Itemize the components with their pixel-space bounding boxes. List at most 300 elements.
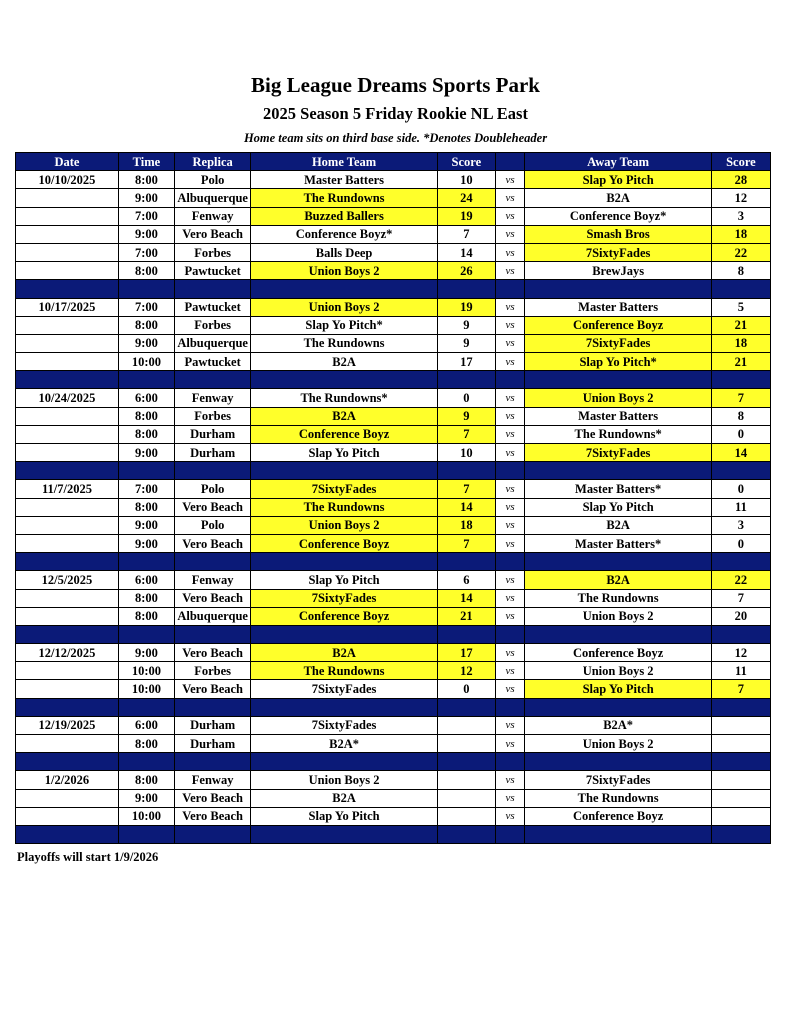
vs-label: vs [495, 498, 525, 516]
separator-cell [251, 462, 437, 480]
game-date: 12/19/2025 [16, 716, 119, 734]
table-row [16, 680, 771, 698]
separator-cell [16, 625, 119, 643]
separator-cell [174, 698, 250, 716]
away-team: 7SixtyFades [525, 243, 711, 261]
separator-cell [525, 698, 711, 716]
table-row [16, 571, 771, 589]
vs-label: vs [495, 262, 525, 280]
separator-cell [495, 371, 525, 389]
page-subtitle: 2025 Season 5 Friday Rookie NL East [263, 104, 528, 123]
separator-cell [251, 698, 437, 716]
page-title: Big League Dreams Sports Park [251, 73, 540, 97]
vs-label: vs [495, 807, 525, 825]
away-team: 7SixtyFades [525, 771, 711, 789]
away-score: 22 [711, 243, 770, 261]
game-date [16, 589, 119, 607]
separator-cell [495, 698, 525, 716]
table-row [16, 262, 771, 280]
away-team: Master Batters [525, 407, 711, 425]
game-field: Polo [174, 516, 250, 534]
game-field: Durham [174, 716, 250, 734]
game-time: 8:00 [118, 407, 174, 425]
game-date [16, 189, 119, 207]
away-score: 12 [711, 644, 770, 662]
separator-cell [711, 462, 770, 480]
home-team: Union Boys 2 [251, 771, 437, 789]
game-date [16, 225, 119, 243]
table-row [16, 334, 771, 352]
game-field: Vero Beach [174, 807, 250, 825]
table-row [16, 407, 771, 425]
away-score [711, 735, 770, 753]
away-score: 5 [711, 298, 770, 316]
vs-label: vs [495, 735, 525, 753]
table-row [16, 662, 771, 680]
game-field: Forbes [174, 662, 250, 680]
home-team: B2A* [251, 735, 437, 753]
separator-cell [174, 625, 250, 643]
home-score: 14 [437, 243, 495, 261]
game-time: 9:00 [118, 444, 174, 462]
home-score: 7 [437, 225, 495, 243]
separator-cell [16, 280, 119, 298]
away-score: 7 [711, 680, 770, 698]
game-date [16, 444, 119, 462]
home-team: Slap Yo Pitch [251, 807, 437, 825]
separator-cell [437, 625, 495, 643]
game-time: 8:00 [118, 425, 174, 443]
separator-cell [251, 280, 437, 298]
away-score: 12 [711, 189, 770, 207]
separator-cell [118, 371, 174, 389]
game-time: 6:00 [118, 716, 174, 734]
away-team: The Rundowns [525, 589, 711, 607]
separator-cell [118, 553, 174, 571]
away-score: 18 [711, 225, 770, 243]
game-date [16, 316, 119, 334]
vs-label: vs [495, 425, 525, 443]
game-time: 9:00 [118, 189, 174, 207]
vs-label: vs [495, 516, 525, 534]
home-team: Buzzed Ballers [251, 207, 437, 225]
game-date [16, 534, 119, 552]
vs-label: vs [495, 716, 525, 734]
table-row [16, 444, 771, 462]
home-score: 21 [437, 607, 495, 625]
playoffs-note: Playoffs will start 1/9/2026 [17, 850, 159, 864]
separator-cell [118, 280, 174, 298]
home-score: 10 [437, 171, 495, 189]
separator-cell [16, 371, 119, 389]
game-field: Fenway [174, 389, 250, 407]
table-row [16, 207, 771, 225]
game-date: 1/2/2026 [16, 771, 119, 789]
separator-cell [437, 825, 495, 843]
separator-cell [174, 825, 250, 843]
away-team: BrewJays [525, 262, 711, 280]
separator-cell [251, 753, 437, 771]
separator-cell [495, 553, 525, 571]
game-time: 8:00 [118, 316, 174, 334]
away-team: Master Batters* [525, 534, 711, 552]
game-time: 10:00 [118, 353, 174, 371]
home-score [437, 807, 495, 825]
vs-label: vs [495, 607, 525, 625]
away-team: Union Boys 2 [525, 607, 711, 625]
home-score: 26 [437, 262, 495, 280]
vs-label: vs [495, 480, 525, 498]
away-team: Master Batters [525, 298, 711, 316]
vs-label: vs [495, 789, 525, 807]
table-row [16, 171, 771, 189]
vs-label: vs [495, 662, 525, 680]
away-team: B2A [525, 571, 711, 589]
game-time: 7:00 [118, 207, 174, 225]
game-field: Vero Beach [174, 789, 250, 807]
separator-cell [437, 553, 495, 571]
away-score: 8 [711, 407, 770, 425]
vs-label: vs [495, 243, 525, 261]
separator-cell [525, 280, 711, 298]
separator-cell [16, 753, 119, 771]
game-time: 6:00 [118, 571, 174, 589]
home-team: Union Boys 2 [251, 298, 437, 316]
home-team: The Rundowns [251, 189, 437, 207]
game-field: Albuquerque [174, 189, 250, 207]
home-team: Slap Yo Pitch [251, 571, 437, 589]
home-team: Master Batters [251, 171, 437, 189]
game-time: 8:00 [118, 771, 174, 789]
vs-label: vs [495, 407, 525, 425]
separator-cell [118, 625, 174, 643]
game-date [16, 498, 119, 516]
away-score: 20 [711, 607, 770, 625]
game-date: 11/7/2025 [16, 480, 119, 498]
away-score [711, 807, 770, 825]
game-date [16, 516, 119, 534]
game-date [16, 353, 119, 371]
away-score [711, 789, 770, 807]
home-team: Union Boys 2 [251, 516, 437, 534]
game-field: Durham [174, 444, 250, 462]
game-time: 9:00 [118, 334, 174, 352]
week-separator [16, 698, 771, 716]
game-date [16, 807, 119, 825]
separator-cell [495, 753, 525, 771]
table-row [16, 716, 771, 734]
table-header-row [16, 153, 771, 171]
game-time: 10:00 [118, 680, 174, 698]
home-score: 7 [437, 534, 495, 552]
week-separator [16, 625, 771, 643]
vs-label: vs [495, 644, 525, 662]
table-row [16, 516, 771, 534]
away-score: 21 [711, 353, 770, 371]
away-score: 7 [711, 589, 770, 607]
home-score: 9 [437, 334, 495, 352]
game-field: Forbes [174, 316, 250, 334]
separator-cell [16, 462, 119, 480]
separator-cell [251, 625, 437, 643]
away-team: 7SixtyFades [525, 444, 711, 462]
separator-cell [174, 462, 250, 480]
separator-cell [251, 553, 437, 571]
away-team: Union Boys 2 [525, 662, 711, 680]
vs-label: vs [495, 680, 525, 698]
separator-cell [711, 698, 770, 716]
vs-label: vs [495, 353, 525, 371]
table-row [16, 298, 771, 316]
away-score: 3 [711, 516, 770, 534]
table-row [16, 389, 771, 407]
col-header-date: Date [16, 153, 119, 171]
table-row [16, 225, 771, 243]
separator-cell [711, 280, 770, 298]
home-score: 17 [437, 644, 495, 662]
col-header-vs [495, 153, 525, 171]
table-row [16, 480, 771, 498]
vs-label: vs [495, 225, 525, 243]
separator-cell [16, 825, 119, 843]
home-team: B2A [251, 644, 437, 662]
table-row [16, 589, 771, 607]
game-date: 12/5/2025 [16, 571, 119, 589]
away-team: B2A [525, 516, 711, 534]
table-row [16, 534, 771, 552]
col-header-replica: Replica [174, 153, 250, 171]
away-team: Smash Bros [525, 225, 711, 243]
home-team: 7SixtyFades [251, 716, 437, 734]
away-team: Union Boys 2 [525, 735, 711, 753]
game-time: 9:00 [118, 644, 174, 662]
separator-cell [711, 553, 770, 571]
away-score: 8 [711, 262, 770, 280]
vs-label: vs [495, 334, 525, 352]
home-team: B2A [251, 407, 437, 425]
home-score [437, 771, 495, 789]
home-score: 18 [437, 516, 495, 534]
week-separator [16, 371, 771, 389]
home-score: 7 [437, 480, 495, 498]
game-time: 6:00 [118, 389, 174, 407]
game-time: 9:00 [118, 534, 174, 552]
home-team: The Rundowns* [251, 389, 437, 407]
col-header-away-score: Score [711, 153, 770, 171]
away-team: B2A [525, 189, 711, 207]
game-field: Fenway [174, 771, 250, 789]
game-field: Polo [174, 171, 250, 189]
away-score: 0 [711, 425, 770, 443]
away-score: 21 [711, 316, 770, 334]
separator-cell [174, 753, 250, 771]
separator-cell [437, 371, 495, 389]
separator-cell [251, 825, 437, 843]
game-field: Polo [174, 480, 250, 498]
table-row [16, 353, 771, 371]
home-score [437, 735, 495, 753]
home-score [437, 716, 495, 734]
separator-cell [174, 553, 250, 571]
separator-cell [437, 462, 495, 480]
separator-cell [495, 462, 525, 480]
separator-cell [525, 371, 711, 389]
game-field: Vero Beach [174, 644, 250, 662]
home-score: 14 [437, 498, 495, 516]
table-row [16, 789, 771, 807]
away-score: 18 [711, 334, 770, 352]
away-score: 14 [711, 444, 770, 462]
table-row [16, 316, 771, 334]
separator-cell [16, 553, 119, 571]
away-score: 22 [711, 571, 770, 589]
away-team: Slap Yo Pitch [525, 171, 711, 189]
home-score: 19 [437, 298, 495, 316]
home-score: 19 [437, 207, 495, 225]
game-time: 8:00 [118, 607, 174, 625]
week-separator [16, 280, 771, 298]
separator-cell [16, 698, 119, 716]
game-date: 10/10/2025 [16, 171, 119, 189]
away-score: 7 [711, 389, 770, 407]
week-separator [16, 553, 771, 571]
game-date [16, 207, 119, 225]
away-score: 0 [711, 480, 770, 498]
away-score [711, 771, 770, 789]
separator-cell [525, 553, 711, 571]
schedule-table [15, 152, 771, 844]
vs-label: vs [495, 207, 525, 225]
home-score: 14 [437, 589, 495, 607]
table-row [16, 771, 771, 789]
away-team: Conference Boyz [525, 316, 711, 334]
table-row [16, 189, 771, 207]
separator-cell [118, 698, 174, 716]
away-team: Master Batters* [525, 480, 711, 498]
game-date [16, 262, 119, 280]
separator-cell [525, 625, 711, 643]
game-field: Pawtucket [174, 298, 250, 316]
home-team: Balls Deep [251, 243, 437, 261]
game-field: Fenway [174, 207, 250, 225]
home-team: Union Boys 2 [251, 262, 437, 280]
week-separator [16, 462, 771, 480]
game-field: Albuquerque [174, 334, 250, 352]
game-date: 10/17/2025 [16, 298, 119, 316]
col-header-home-team: Home Team [251, 153, 437, 171]
vs-label: vs [495, 534, 525, 552]
game-field: Forbes [174, 407, 250, 425]
separator-cell [711, 753, 770, 771]
vs-label: vs [495, 589, 525, 607]
game-time: 7:00 [118, 298, 174, 316]
game-field: Vero Beach [174, 589, 250, 607]
away-score: 0 [711, 534, 770, 552]
separator-cell [118, 462, 174, 480]
vs-label: vs [495, 298, 525, 316]
week-separator [16, 753, 771, 771]
separator-cell [118, 825, 174, 843]
game-time: 10:00 [118, 807, 174, 825]
game-field: Pawtucket [174, 353, 250, 371]
home-score: 17 [437, 353, 495, 371]
home-team: 7SixtyFades [251, 680, 437, 698]
table-row [16, 807, 771, 825]
away-team: Union Boys 2 [525, 389, 711, 407]
schedule-body [16, 171, 771, 844]
home-score [437, 789, 495, 807]
game-time: 8:00 [118, 735, 174, 753]
vs-label: vs [495, 444, 525, 462]
separator-cell [437, 280, 495, 298]
table-row [16, 607, 771, 625]
game-date: 10/24/2025 [16, 389, 119, 407]
away-score: 11 [711, 662, 770, 680]
game-time: 7:00 [118, 480, 174, 498]
game-time: 9:00 [118, 789, 174, 807]
game-field: Vero Beach [174, 680, 250, 698]
game-field: Durham [174, 735, 250, 753]
game-time: 9:00 [118, 225, 174, 243]
table-row [16, 425, 771, 443]
table-row [16, 498, 771, 516]
table-row [16, 243, 771, 261]
home-team: B2A [251, 353, 437, 371]
separator-cell [495, 825, 525, 843]
game-date [16, 789, 119, 807]
game-date [16, 607, 119, 625]
game-date [16, 334, 119, 352]
vs-label: vs [495, 189, 525, 207]
game-time: 8:00 [118, 262, 174, 280]
separator-cell [525, 462, 711, 480]
away-team: The Rundowns [525, 789, 711, 807]
away-score: 28 [711, 171, 770, 189]
game-time: 10:00 [118, 662, 174, 680]
game-date: 12/12/2025 [16, 644, 119, 662]
separator-cell [174, 371, 250, 389]
home-score: 6 [437, 571, 495, 589]
game-date [16, 243, 119, 261]
away-team: Slap Yo Pitch* [525, 353, 711, 371]
game-date [16, 407, 119, 425]
game-field: Albuquerque [174, 607, 250, 625]
separator-cell [711, 825, 770, 843]
game-field: Pawtucket [174, 262, 250, 280]
home-team: The Rundowns [251, 662, 437, 680]
home-score: 12 [437, 662, 495, 680]
game-date [16, 680, 119, 698]
away-team: The Rundowns* [525, 425, 711, 443]
home-score: 10 [437, 444, 495, 462]
separator-cell [174, 280, 250, 298]
separator-cell [711, 625, 770, 643]
home-score: 7 [437, 425, 495, 443]
game-date [16, 662, 119, 680]
vs-label: vs [495, 771, 525, 789]
vs-label: vs [495, 171, 525, 189]
separator-cell [118, 753, 174, 771]
home-team: Conference Boyz [251, 425, 437, 443]
away-team: Slap Yo Pitch [525, 498, 711, 516]
home-team: The Rundowns [251, 334, 437, 352]
home-score: 9 [437, 407, 495, 425]
separator-cell [437, 698, 495, 716]
home-team: B2A [251, 789, 437, 807]
game-field: Vero Beach [174, 534, 250, 552]
schedule-note: Home team sits on third base side. *Denotes Doubleheader [243, 131, 548, 145]
game-date [16, 735, 119, 753]
